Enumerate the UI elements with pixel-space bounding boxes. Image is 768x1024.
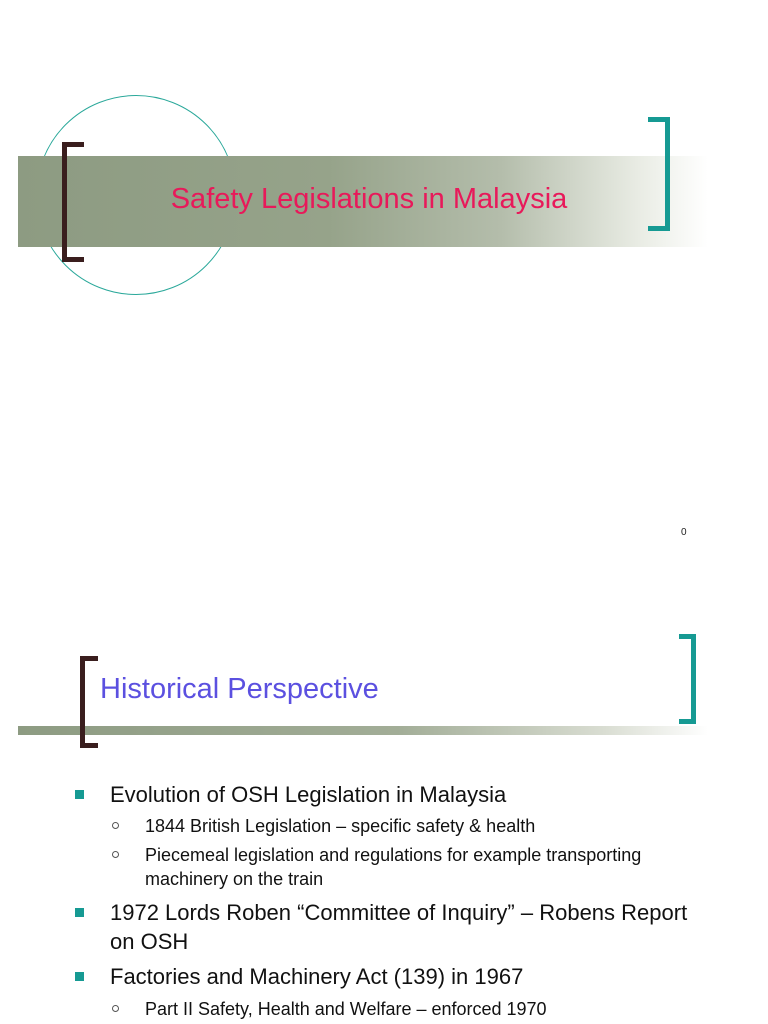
sub-bullet-marker-icon	[112, 822, 119, 829]
slide2-title: Historical Perspective	[100, 673, 379, 705]
slide2-left-bracket	[80, 656, 98, 748]
sub-bullet-marker-icon	[112, 1005, 119, 1012]
page-number: 0	[681, 527, 687, 538]
bullet-marker-icon	[75, 972, 84, 981]
list-item: Factories and Machinery Act (139) in 1967	[110, 964, 524, 989]
sub-bullet-marker-icon	[112, 851, 119, 858]
sub-list-item: Part II Safety, Health and Welfare – enforced 1970	[145, 999, 547, 1019]
sub-list-item: 1844 British Legislation – specific safety & health	[145, 816, 536, 836]
slide2-underline-bar	[18, 726, 708, 735]
slide2-right-bracket	[679, 634, 696, 724]
list-item: Evolution of OSH Legislation in Malaysia	[110, 782, 507, 807]
list-item: 1972 Lords Roben “Committee of Inquiry” – Robens Report on OSH	[110, 900, 688, 954]
sub-list-item: Piecemeal legislation and regulations for example transporting machinery on the train	[145, 845, 642, 889]
slide1-title: Safety Legislations in Malaysia	[170, 183, 568, 215]
bullet-marker-icon	[75, 908, 84, 917]
bullet-marker-icon	[75, 790, 84, 799]
